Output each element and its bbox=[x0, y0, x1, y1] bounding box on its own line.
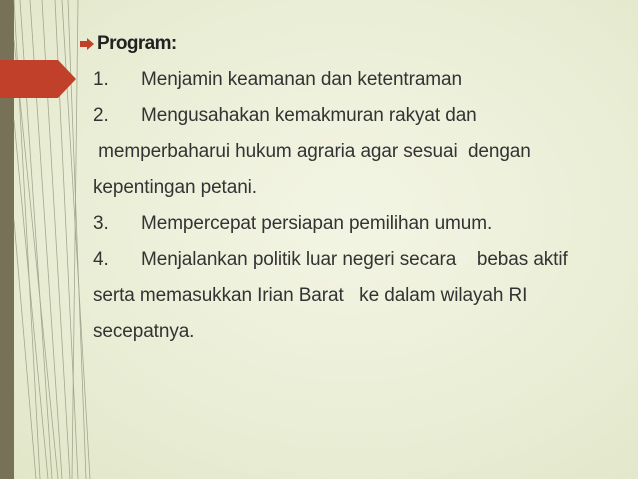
heading-row bbox=[80, 26, 625, 62]
list-text: Menjamin keamanan dan ketentraman bbox=[141, 69, 462, 90]
list-text: memperbaharui hukum agraria agar sesuai dengan bbox=[93, 141, 531, 162]
list-item-continuation bbox=[93, 314, 625, 350]
list-text: kepentingan petani. bbox=[93, 177, 257, 198]
list-item bbox=[93, 206, 625, 242]
slide-heading: Program: bbox=[97, 33, 177, 54]
list-number: 2. bbox=[93, 105, 109, 126]
list-item bbox=[93, 242, 625, 278]
list-item-continuation bbox=[93, 278, 625, 314]
list-text: Mengusahakan kemakmuran rakyat dan bbox=[141, 105, 477, 126]
list-item-continuation bbox=[93, 170, 625, 206]
list-item bbox=[93, 98, 625, 134]
list-text: Mempercepat persiapan pemilihan umum. bbox=[141, 213, 493, 234]
list-number: 3. bbox=[93, 213, 109, 234]
list-item bbox=[93, 62, 625, 98]
red-arrow-banner bbox=[0, 60, 76, 98]
arrow-bullet-icon bbox=[80, 38, 94, 50]
slide-content bbox=[80, 26, 625, 350]
list-number: 4. bbox=[93, 249, 109, 270]
list-text: secepatnya. bbox=[93, 321, 195, 342]
list-item-continuation bbox=[93, 134, 625, 170]
list-text: Menjalankan politik luar negeri secara bebas aktif bbox=[141, 249, 568, 270]
list-number: 1. bbox=[93, 69, 109, 90]
list-text: serta memasukkan Irian Barat ke dalam wilayah RI bbox=[93, 285, 528, 306]
